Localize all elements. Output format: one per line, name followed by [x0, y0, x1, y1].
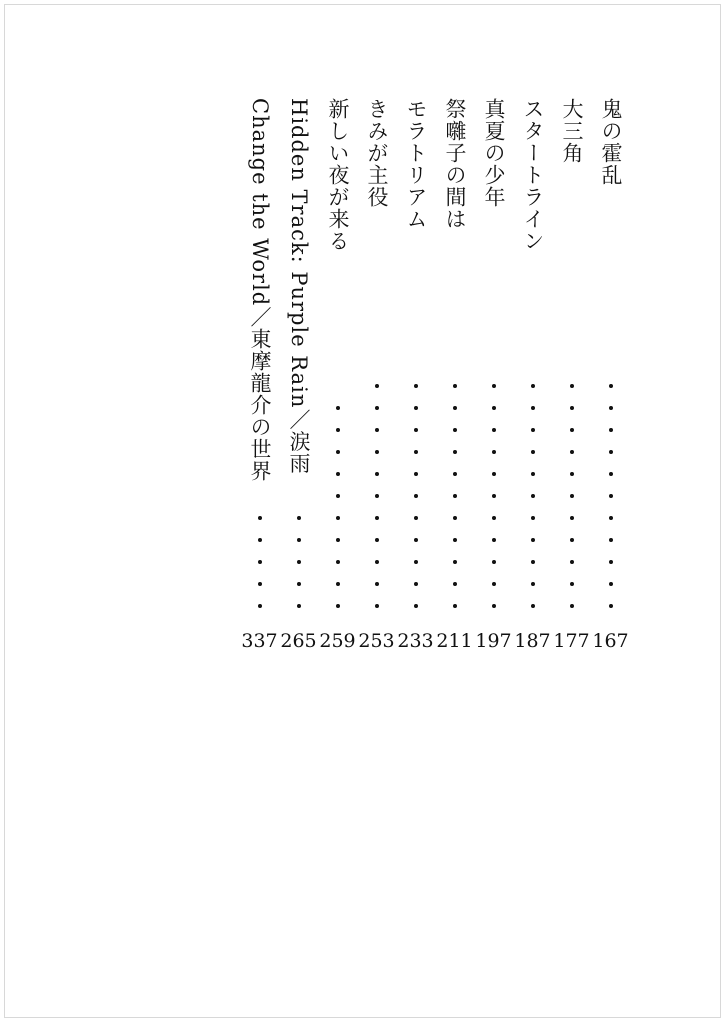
leader-dot: [531, 538, 535, 542]
toc-entry-page-number: 197: [475, 630, 512, 652]
leader-dot: [453, 406, 457, 410]
leader-dot: [570, 604, 574, 608]
toc-leader-dots: [318, 406, 357, 608]
leader-dot: [609, 516, 613, 520]
leader-dot: [609, 538, 613, 542]
toc-entry-page-number: 211: [436, 630, 473, 652]
leader-dot: [453, 582, 457, 586]
toc-entry-page-number: 337: [241, 630, 278, 652]
leader-dot: [336, 538, 340, 542]
toc-entry: [357, 98, 396, 658]
leader-dot: [375, 384, 379, 388]
leader-dot: [336, 604, 340, 608]
leader-dot: [492, 582, 496, 586]
leader-dot: [531, 472, 535, 476]
toc-entry-page-number: 167: [592, 630, 629, 652]
toc-entry-title: 祭囃子の間は: [443, 98, 467, 230]
leader-dot: [531, 604, 535, 608]
leader-dot: [414, 384, 418, 388]
leader-dot: [375, 494, 379, 498]
toc-entry-page-number: 233: [397, 630, 434, 652]
toc-leader-dots: [396, 384, 435, 608]
leader-dot: [453, 516, 457, 520]
toc-entry-title: 大三角: [560, 98, 584, 164]
toc-entry: [513, 98, 552, 658]
toc-leader-dots: [435, 384, 474, 608]
leader-dot: [375, 538, 379, 542]
leader-dot: [297, 604, 301, 608]
leader-dot: [414, 560, 418, 564]
leader-dot: [414, 494, 418, 498]
leader-dot: [492, 604, 496, 608]
leader-dot: [531, 428, 535, 432]
leader-dot: [453, 384, 457, 388]
leader-dot: [414, 406, 418, 410]
leader-dot: [531, 494, 535, 498]
leader-dot: [375, 428, 379, 432]
toc-entry: [552, 98, 591, 658]
leader-dot: [414, 450, 418, 454]
leader-dot: [414, 472, 418, 476]
toc-entry: [435, 98, 474, 658]
leader-dot: [336, 582, 340, 586]
toc-entry-page-number: 253: [358, 630, 395, 652]
leader-dot: [492, 450, 496, 454]
leader-dot: [375, 560, 379, 564]
leader-dot: [492, 516, 496, 520]
toc-leader-dots: [240, 516, 279, 608]
toc-entry-page-number: 177: [553, 630, 590, 652]
leader-dot: [453, 428, 457, 432]
toc-leader-dots: [591, 384, 630, 608]
leader-dot: [297, 516, 301, 520]
leader-dot: [492, 384, 496, 388]
leader-dot: [531, 450, 535, 454]
toc-leader-dots: [474, 384, 513, 608]
leader-dot: [414, 428, 418, 432]
leader-dot: [531, 582, 535, 586]
toc-leader-dots: [357, 384, 396, 608]
leader-dot: [492, 406, 496, 410]
leader-dot: [609, 384, 613, 388]
leader-dot: [531, 560, 535, 564]
leader-dot: [453, 472, 457, 476]
leader-dot: [492, 494, 496, 498]
toc-entry: [318, 98, 357, 658]
toc-leader-dots: [513, 384, 552, 608]
leader-dot: [531, 406, 535, 410]
leader-dot: [570, 428, 574, 432]
leader-dot: [297, 538, 301, 542]
leader-dot: [375, 406, 379, 410]
leader-dot: [609, 472, 613, 476]
leader-dot: [570, 538, 574, 542]
leader-dot: [453, 538, 457, 542]
toc-entry-title: きみが主役: [365, 98, 389, 208]
toc-entry: [396, 98, 435, 658]
leader-dot: [570, 582, 574, 586]
leader-dot: [609, 582, 613, 586]
leader-dot: [609, 406, 613, 410]
toc-leader-dots: [552, 384, 591, 608]
toc-entry-title: 鬼の霍乱: [599, 98, 623, 186]
leader-dot: [453, 494, 457, 498]
leader-dot: [375, 450, 379, 454]
leader-dot: [492, 560, 496, 564]
leader-dot: [570, 494, 574, 498]
leader-dot: [531, 516, 535, 520]
leader-dot: [531, 384, 535, 388]
toc-entry: [279, 98, 318, 658]
leader-dot: [570, 472, 574, 476]
leader-dot: [336, 560, 340, 564]
toc-entry-page-number: 265: [280, 630, 317, 652]
toc-entry-page-number: 187: [514, 630, 551, 652]
leader-dot: [336, 450, 340, 454]
toc-entry-page-number: 259: [319, 630, 356, 652]
toc-entry: [240, 98, 279, 658]
leader-dot: [609, 428, 613, 432]
leader-dot: [609, 560, 613, 564]
leader-dot: [570, 560, 574, 564]
leader-dot: [570, 384, 574, 388]
leader-dot: [414, 604, 418, 608]
toc-entry-title: スタートライン: [521, 98, 545, 252]
leader-dot: [609, 494, 613, 498]
toc-entry-title: 真夏の少年: [482, 98, 506, 208]
table-of-contents: [240, 98, 630, 658]
leader-dot: [336, 472, 340, 476]
leader-dot: [336, 406, 340, 410]
toc-entry-title: 新しい夜が来る: [326, 98, 350, 252]
leader-dot: [258, 604, 262, 608]
leader-dot: [258, 560, 262, 564]
toc-entry-title: Hidden Track: Purple Rain／涙雨: [287, 98, 311, 475]
leader-dot: [570, 450, 574, 454]
leader-dot: [297, 582, 301, 586]
leader-dot: [336, 516, 340, 520]
leader-dot: [258, 516, 262, 520]
leader-dot: [492, 472, 496, 476]
toc-entry: [474, 98, 513, 658]
leader-dot: [453, 450, 457, 454]
toc-entry-title: Change the World／東摩龍介の世界: [248, 98, 272, 483]
leader-dot: [609, 450, 613, 454]
leader-dot: [336, 494, 340, 498]
leader-dot: [453, 560, 457, 564]
leader-dot: [375, 582, 379, 586]
leader-dot: [492, 428, 496, 432]
leader-dot: [258, 538, 262, 542]
leader-dot: [414, 582, 418, 586]
leader-dot: [609, 604, 613, 608]
leader-dot: [375, 516, 379, 520]
leader-dot: [414, 516, 418, 520]
leader-dot: [258, 582, 262, 586]
leader-dot: [570, 406, 574, 410]
leader-dot: [453, 604, 457, 608]
leader-dot: [336, 428, 340, 432]
leader-dot: [375, 604, 379, 608]
toc-entry-title: モラトリアム: [404, 98, 428, 230]
leader-dot: [297, 560, 301, 564]
leader-dot: [375, 472, 379, 476]
toc-leader-dots: [279, 516, 318, 608]
leader-dot: [414, 538, 418, 542]
leader-dot: [492, 538, 496, 542]
leader-dot: [570, 516, 574, 520]
toc-entry: [591, 98, 630, 658]
